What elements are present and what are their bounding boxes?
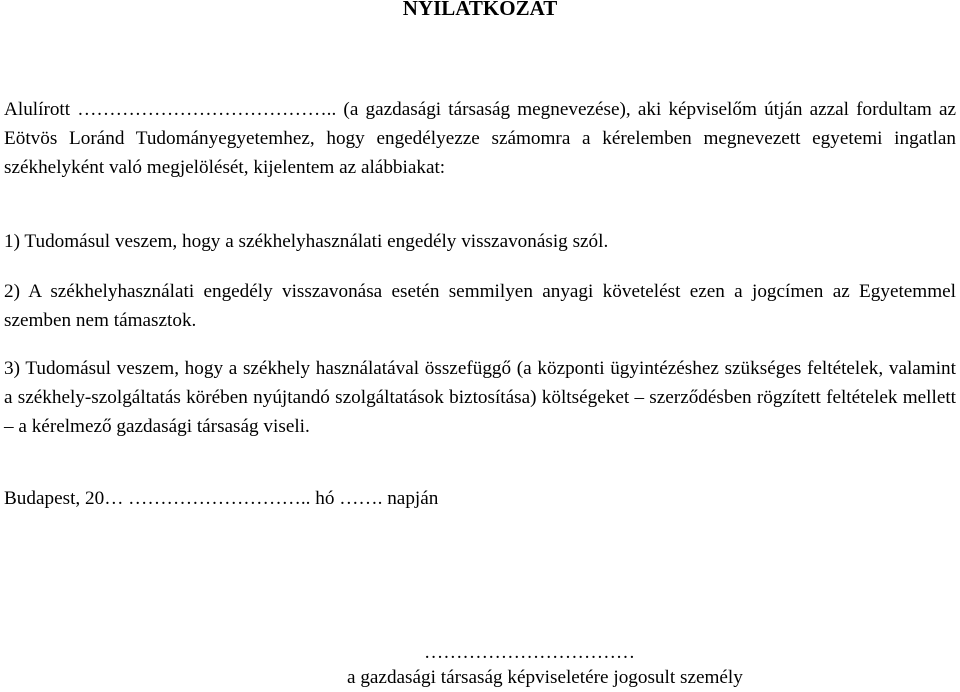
document-title: NYILATKOZAT: [402, 0, 558, 20]
statement-item-1: 1) Tudomásul veszem, hogy a székhelyhasználati engedély visszavonásig szól.: [4, 231, 609, 252]
intro-paragraph: Alulírott ………………………………….. (a gazdasági társaság megnevezése), aki képviselőm útján azzal fordultam az Eötvös Loránd Tudományegyetemhez, hogy engedélyezze számomra a kérelemben megnevezett egyetemi ingatlan székhelyként való megjelölését, kijelentem az alábbiakat:: [4, 99, 956, 178]
signature-line: ……………………………: [424, 642, 636, 663]
signature-label: a gazdasági társaság képviseletére jogosult személy: [347, 667, 743, 688]
statement-item-2: 2) A székhelyhasználati engedély visszavonása esetén semmilyen anyagi követelést ezen a jogcímen az Egyetemmel szemben nem támasztok.: [4, 281, 956, 331]
statement-item-3: 3) Tudomásul veszem, hogy a székhely használatával összefüggő (a központi ügyintézéshez szükséges feltételek, valamint a székhely-szolgáltatás körében nyújtandó szolgáltatások biztosítása) költségeket – szerződésben rögzített feltételek mellett – a kérelmező gazdasági társaság viseli.: [4, 358, 956, 437]
date-line: Budapest, 20… ……………………….. hó ……. napján: [4, 488, 439, 509]
